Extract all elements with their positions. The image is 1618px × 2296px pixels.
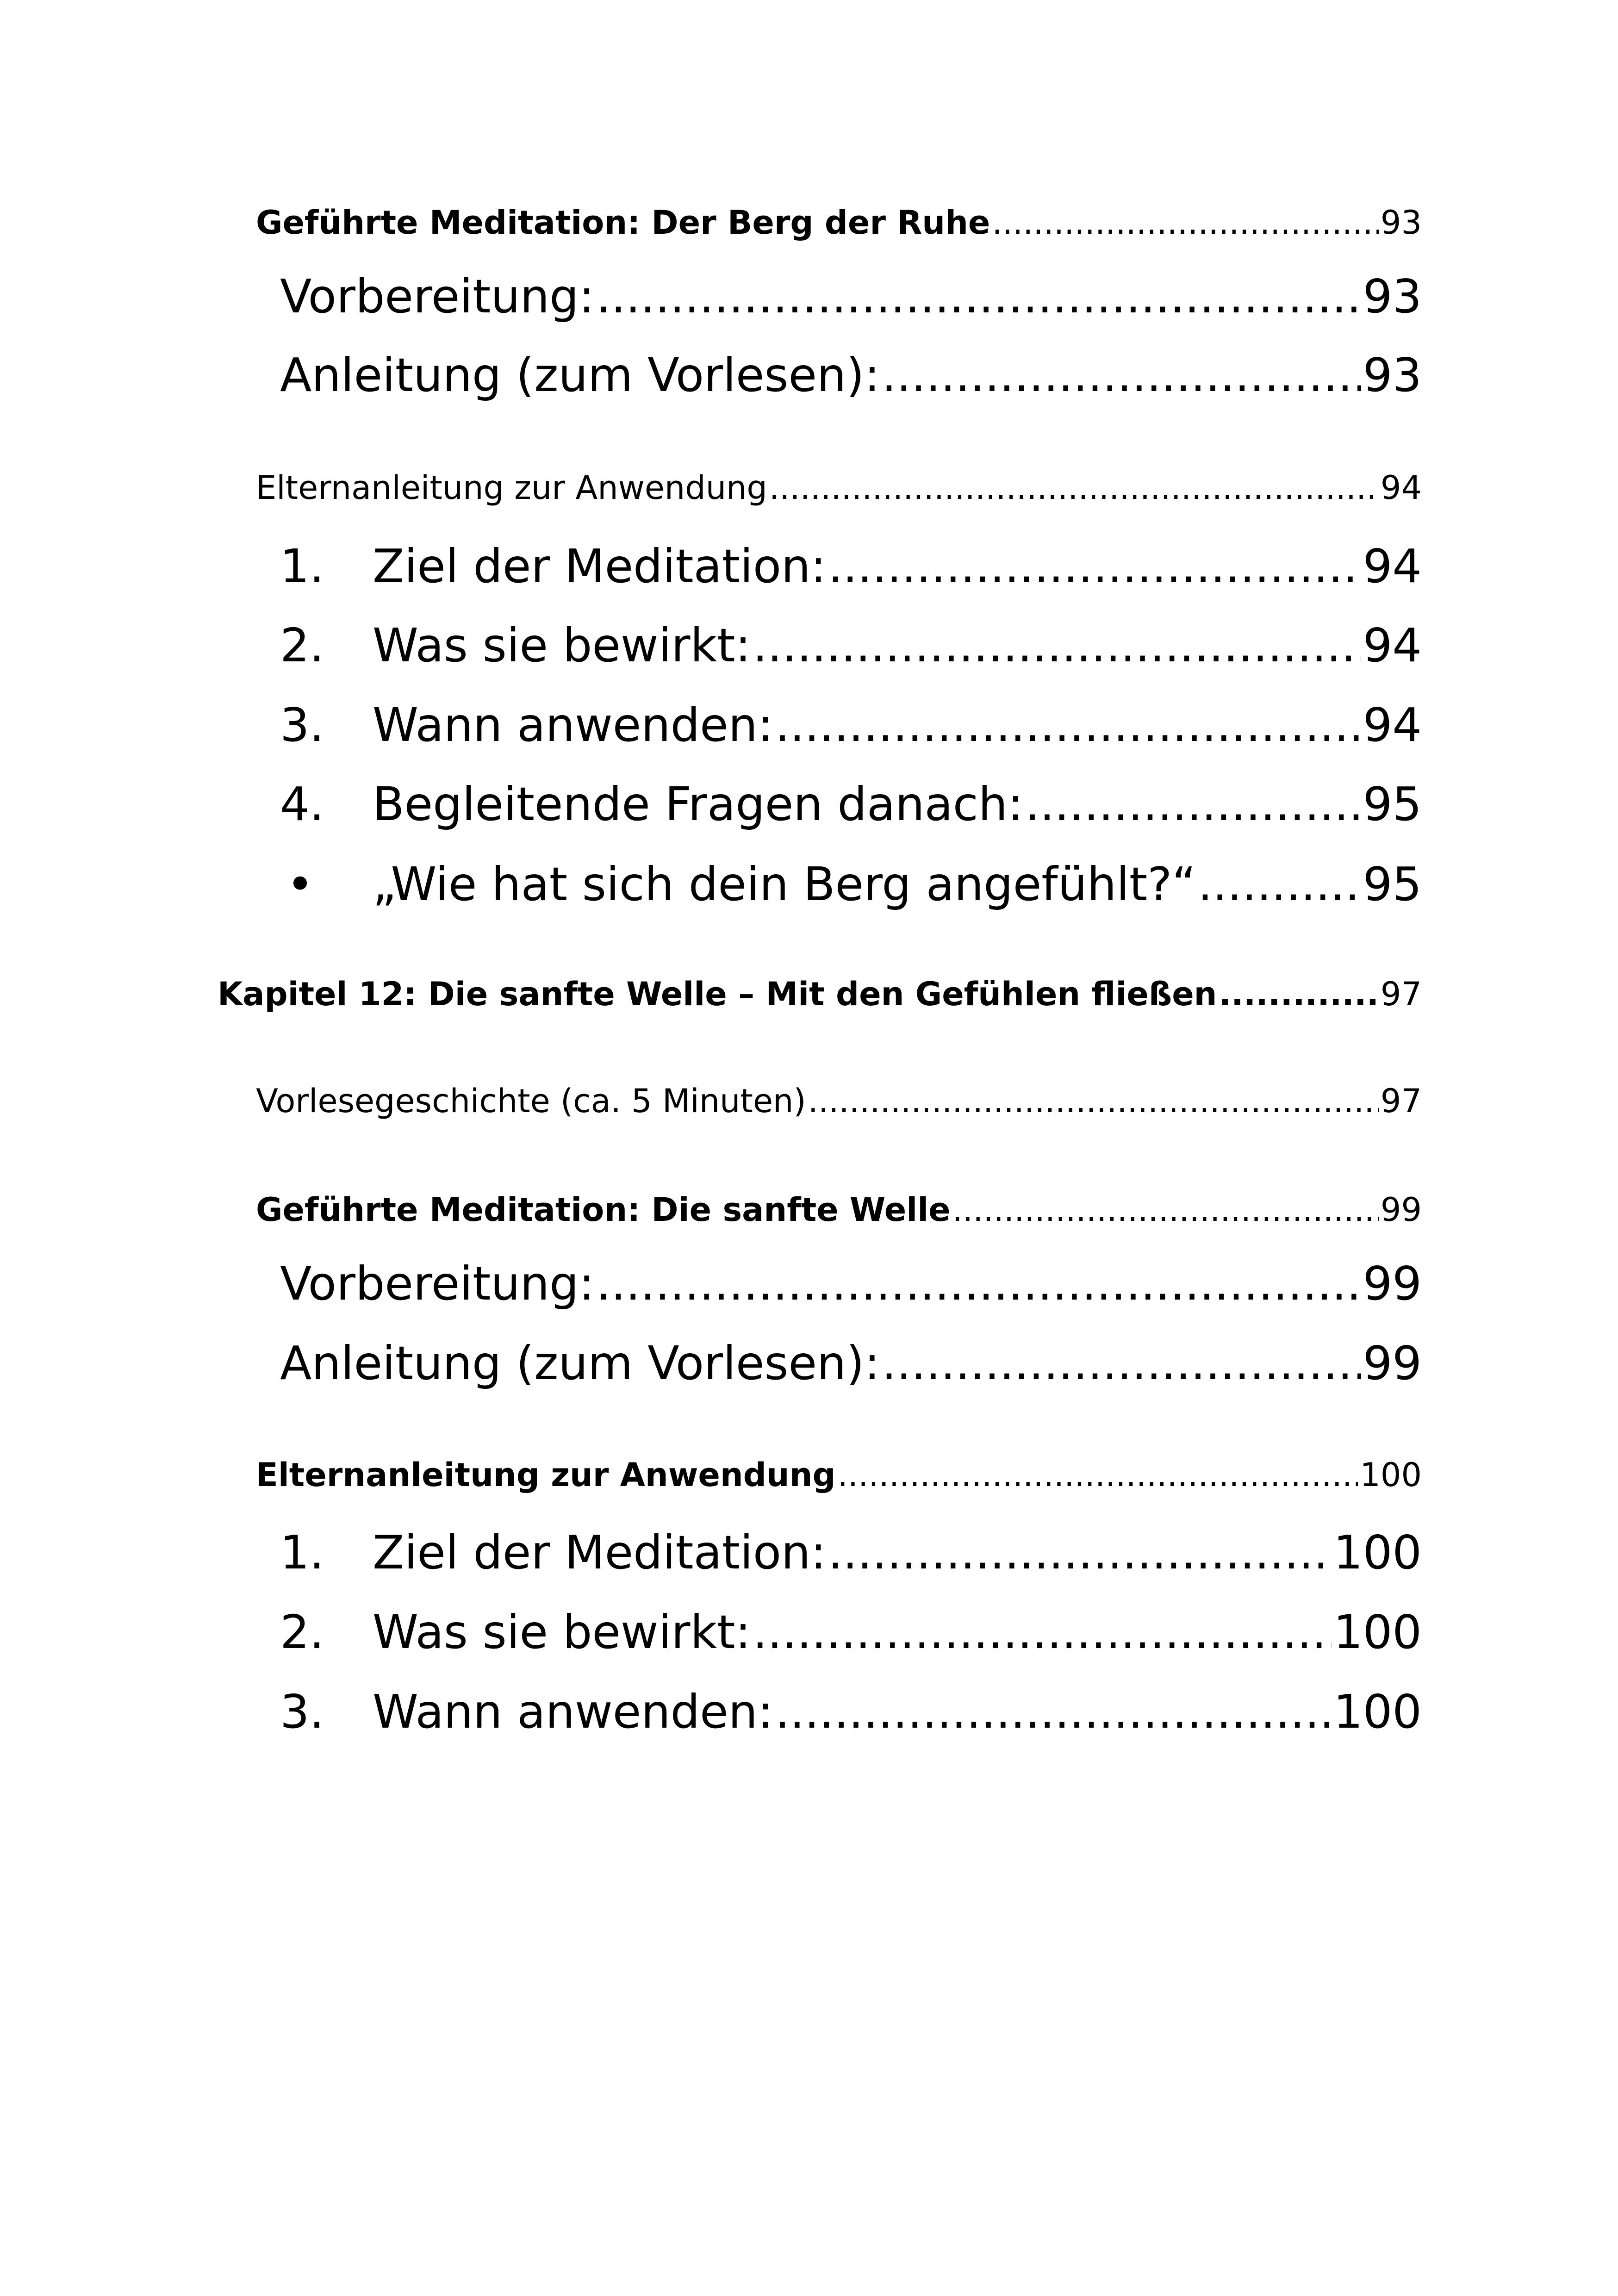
toc-entry-page: 100 (1333, 1525, 1422, 1580)
dot-leader (596, 1257, 1361, 1311)
dot-leader (808, 1082, 1379, 1120)
dot-leader (769, 469, 1379, 507)
toc-entry-label: Was sie bewirkt: (373, 1605, 751, 1659)
toc-entry-page: 99 (1363, 1257, 1422, 1311)
dot-leader (1025, 777, 1361, 831)
toc-entry[interactable] (256, 1456, 1422, 1494)
toc-entry[interactable] (280, 348, 1422, 402)
toc-entry-page: 100 (1360, 1456, 1422, 1494)
dot-leader (753, 1605, 1332, 1659)
toc-entry[interactable] (280, 857, 1422, 911)
toc-entry-page: 100 (1333, 1685, 1422, 1739)
dot-leader (753, 618, 1361, 672)
toc-entry-label: Geführte Meditation: Der Berg der Ruhe (256, 204, 990, 242)
toc-entry[interactable] (218, 975, 1422, 1013)
toc-entry-label: Vorbereitung: (280, 269, 595, 324)
toc-entry[interactable] (280, 777, 1422, 831)
toc-entry[interactable] (280, 539, 1422, 593)
toc-entry-label: „Wie hat sich dein Berg angefühlt?“ (373, 857, 1196, 911)
dot-leader (1219, 975, 1379, 1013)
list-number: 2. (280, 618, 324, 672)
toc-entry-label: Ziel der Meditation: (373, 1525, 827, 1580)
toc-entry[interactable] (280, 1685, 1422, 1739)
toc-entry-label: Anleitung (zum Vorlesen): (280, 348, 880, 402)
dot-leader (882, 348, 1361, 402)
toc-entry-page: 97 (1380, 975, 1422, 1013)
dot-leader (952, 1191, 1379, 1229)
dot-leader (992, 204, 1379, 242)
toc-entry-label: Ziel der Meditation: (373, 539, 827, 593)
toc-entry[interactable] (280, 1336, 1422, 1390)
toc-entry-page: 94 (1363, 698, 1422, 752)
list-number: 1. (280, 539, 324, 593)
toc-entry[interactable] (256, 1082, 1422, 1120)
dot-leader (596, 269, 1361, 324)
toc-entry[interactable] (256, 204, 1422, 242)
toc-entry-page: 95 (1363, 857, 1422, 911)
dot-leader (828, 1525, 1332, 1580)
dot-leader (775, 698, 1361, 752)
toc-entry-page: 95 (1363, 777, 1422, 831)
toc-entry[interactable] (280, 1525, 1422, 1580)
toc-entry-label: Wann anwenden: (373, 698, 773, 752)
toc-entry-page: 93 (1363, 348, 1422, 402)
list-number: 3. (280, 1685, 324, 1739)
dot-leader (828, 539, 1361, 593)
toc-entry-label: Elternanleitung zur Anwendung (256, 1456, 836, 1494)
list-number: 1. (280, 1525, 324, 1580)
toc-entry-page: 93 (1380, 204, 1422, 242)
toc-entry[interactable] (280, 1257, 1422, 1311)
toc-entry-label: Anleitung (zum Vorlesen): (280, 1336, 880, 1390)
toc-entry-label: Vorbereitung: (280, 1257, 595, 1311)
toc-entry[interactable] (280, 1605, 1422, 1659)
toc-entry-page: 94 (1363, 618, 1422, 672)
toc-entry-label: Kapitel 12: Die sanfte Welle – Mit den Gefühlen fließen (218, 975, 1217, 1013)
toc-entry[interactable] (280, 618, 1422, 672)
toc-entry[interactable] (256, 1191, 1422, 1229)
toc-entry[interactable] (256, 469, 1422, 507)
list-number: 4. (280, 777, 324, 831)
dot-leader (838, 1456, 1358, 1494)
list-number: 3. (280, 698, 324, 752)
toc-entry-page: 93 (1363, 269, 1422, 324)
toc-entry[interactable] (280, 269, 1422, 324)
toc-entry-label: Begleitende Fragen danach: (373, 777, 1023, 831)
toc-entry[interactable] (280, 698, 1422, 752)
dot-leader (882, 1336, 1361, 1390)
toc-entry-label: Geführte Meditation: Die sanfte Welle (256, 1191, 951, 1229)
bullet-icon: • (286, 857, 314, 911)
toc-entry-label: Vorlesegeschichte (ca. 5 Minuten) (256, 1082, 806, 1120)
toc-entry-page: 97 (1380, 1082, 1422, 1120)
dot-leader (775, 1685, 1332, 1739)
toc-entry-page: 94 (1380, 469, 1422, 507)
toc-entry-page: 99 (1363, 1336, 1422, 1390)
toc-entry-label: Wann anwenden: (373, 1685, 773, 1739)
toc-entry-page: 99 (1380, 1191, 1422, 1229)
toc-entry-label: Elternanleitung zur Anwendung (256, 469, 767, 507)
toc-entry-label: Was sie bewirkt: (373, 618, 751, 672)
toc-entry-page: 94 (1363, 539, 1422, 593)
dot-leader (1198, 857, 1361, 911)
toc-entry-page: 100 (1333, 1605, 1422, 1659)
list-number: 2. (280, 1605, 324, 1659)
